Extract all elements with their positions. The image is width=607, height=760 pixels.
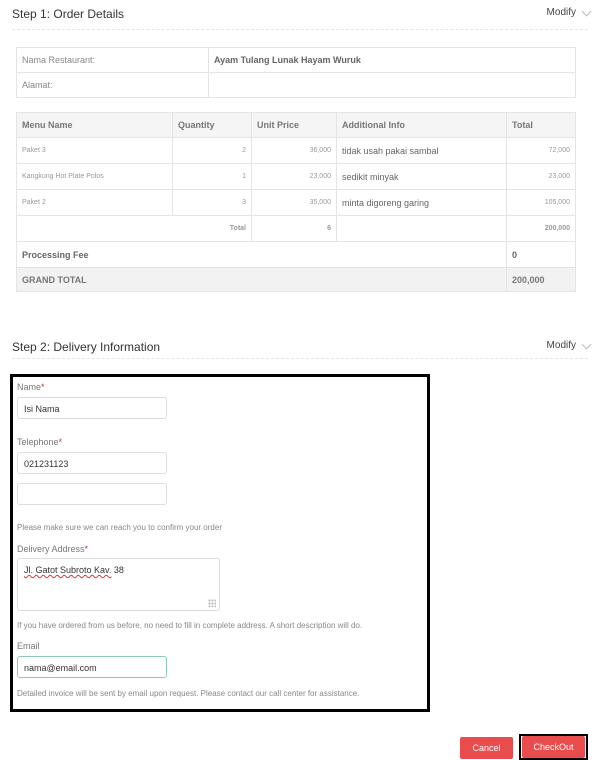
menu-total-label: Total bbox=[17, 216, 252, 242]
menu-item-price: 35,000 bbox=[252, 190, 337, 216]
restaurant-address-row bbox=[17, 73, 576, 98]
col-quantity: Quantity bbox=[173, 113, 252, 138]
step1-header bbox=[12, 6, 588, 30]
email-help: Detailed invoice will be sent by email upon request. Please contact our call center for assistance. bbox=[17, 689, 360, 698]
chevron-down-icon bbox=[582, 340, 592, 350]
order-menu-table bbox=[16, 112, 576, 292]
restaurant-address-label: Alamat: bbox=[17, 73, 209, 98]
menu-item-price: 36,000 bbox=[252, 138, 337, 164]
telephone-input[interactable]: 021231123 bbox=[17, 452, 167, 474]
grand-total-row bbox=[17, 268, 576, 292]
menu-total-amount: 200,000 bbox=[507, 216, 576, 242]
checkout-button[interactable]: CheckOut bbox=[522, 736, 585, 758]
cancel-button[interactable]: Cancel bbox=[460, 737, 513, 759]
col-total: Total bbox=[507, 113, 576, 138]
menu-item-info: tidak usah pakai sambal bbox=[337, 138, 507, 164]
menu-item-price: 23,000 bbox=[252, 164, 337, 190]
checkout-highlight bbox=[519, 734, 588, 760]
telephone-label bbox=[17, 437, 62, 448]
step1-modify-button[interactable] bbox=[547, 6, 576, 20]
menu-item-info: minta digoreng garing bbox=[337, 190, 507, 216]
grand-total-value: 200,000 bbox=[507, 268, 576, 292]
delivery-address-textarea[interactable] bbox=[17, 558, 220, 611]
menu-item-name: Paket 3 bbox=[17, 138, 173, 164]
name-label bbox=[17, 382, 45, 393]
restaurant-info-table bbox=[16, 47, 576, 98]
processing-fee-label: Processing Fee bbox=[17, 242, 507, 268]
menu-header-row bbox=[17, 113, 576, 138]
telephone-label-text: Telephone bbox=[17, 437, 59, 447]
processing-fee-value: 0 bbox=[507, 242, 576, 268]
resize-grip-icon[interactable] bbox=[208, 599, 216, 607]
step1-modify-label: Modify bbox=[546, 7, 576, 18]
address-help: If you have ordered from us before, no need to fill in complete address. A short description will do. bbox=[17, 621, 363, 630]
chevron-down-icon bbox=[582, 7, 592, 17]
restaurant-address-value bbox=[209, 73, 576, 98]
email-label: Email bbox=[17, 641, 40, 651]
table-row bbox=[17, 138, 576, 164]
col-unit-price: Unit Price bbox=[252, 113, 337, 138]
menu-item-qty: 2 bbox=[173, 138, 252, 164]
delivery-form bbox=[10, 374, 430, 712]
address-label bbox=[17, 544, 88, 555]
col-additional-info: Additional Info bbox=[337, 113, 507, 138]
telephone-help: Please make sure we can reach you to confirm your order bbox=[17, 523, 222, 532]
required-mark: * bbox=[41, 382, 45, 392]
step2-modify-button[interactable] bbox=[547, 339, 576, 353]
menu-item-info: sedikit minyak bbox=[337, 164, 507, 190]
menu-item-total: 23,000 bbox=[507, 164, 576, 190]
step2-title: Step 2: Delivery Information bbox=[12, 340, 161, 354]
required-mark: * bbox=[84, 544, 89, 554]
address-label-text: Delivery Address bbox=[17, 544, 85, 554]
grand-total-label: GRAND TOTAL bbox=[17, 268, 507, 292]
address-text-misspelled: Jl. Gatot Subroto Kav. bbox=[24, 565, 112, 575]
table-row bbox=[17, 190, 576, 216]
telephone-alt-input[interactable] bbox=[17, 483, 167, 505]
name-input[interactable]: Isi Nama bbox=[17, 397, 167, 419]
processing-fee-row bbox=[17, 242, 576, 268]
menu-item-name: Paket 2 bbox=[17, 190, 173, 216]
menu-item-qty: 1 bbox=[173, 164, 252, 190]
menu-item-total: 105,000 bbox=[507, 190, 576, 216]
menu-item-name: Kangkung Hot Plate Polos bbox=[17, 164, 173, 190]
col-menu-name: Menu Name bbox=[17, 113, 173, 138]
restaurant-name-value: Ayam Tulang Lunak Hayam Wuruk bbox=[209, 48, 576, 73]
menu-total-row bbox=[17, 216, 576, 242]
required-mark: * bbox=[58, 437, 63, 447]
menu-item-qty: 3 bbox=[173, 190, 252, 216]
menu-total-qty: 6 bbox=[252, 216, 337, 242]
step1-title: Step 1: Order Details bbox=[12, 7, 125, 21]
table-row bbox=[17, 164, 576, 190]
address-text-rest: 38 bbox=[111, 565, 124, 575]
step2-header bbox=[12, 339, 588, 359]
email-input[interactable]: nama@email.com bbox=[17, 656, 167, 678]
step2-modify-label: Modify bbox=[546, 340, 576, 351]
name-label-text: Name bbox=[17, 382, 42, 392]
restaurant-name-row bbox=[17, 48, 576, 73]
menu-item-total: 72,000 bbox=[507, 138, 576, 164]
restaurant-name-label: Nama Restaurant: bbox=[17, 48, 209, 73]
menu-total-spacer bbox=[337, 216, 507, 242]
